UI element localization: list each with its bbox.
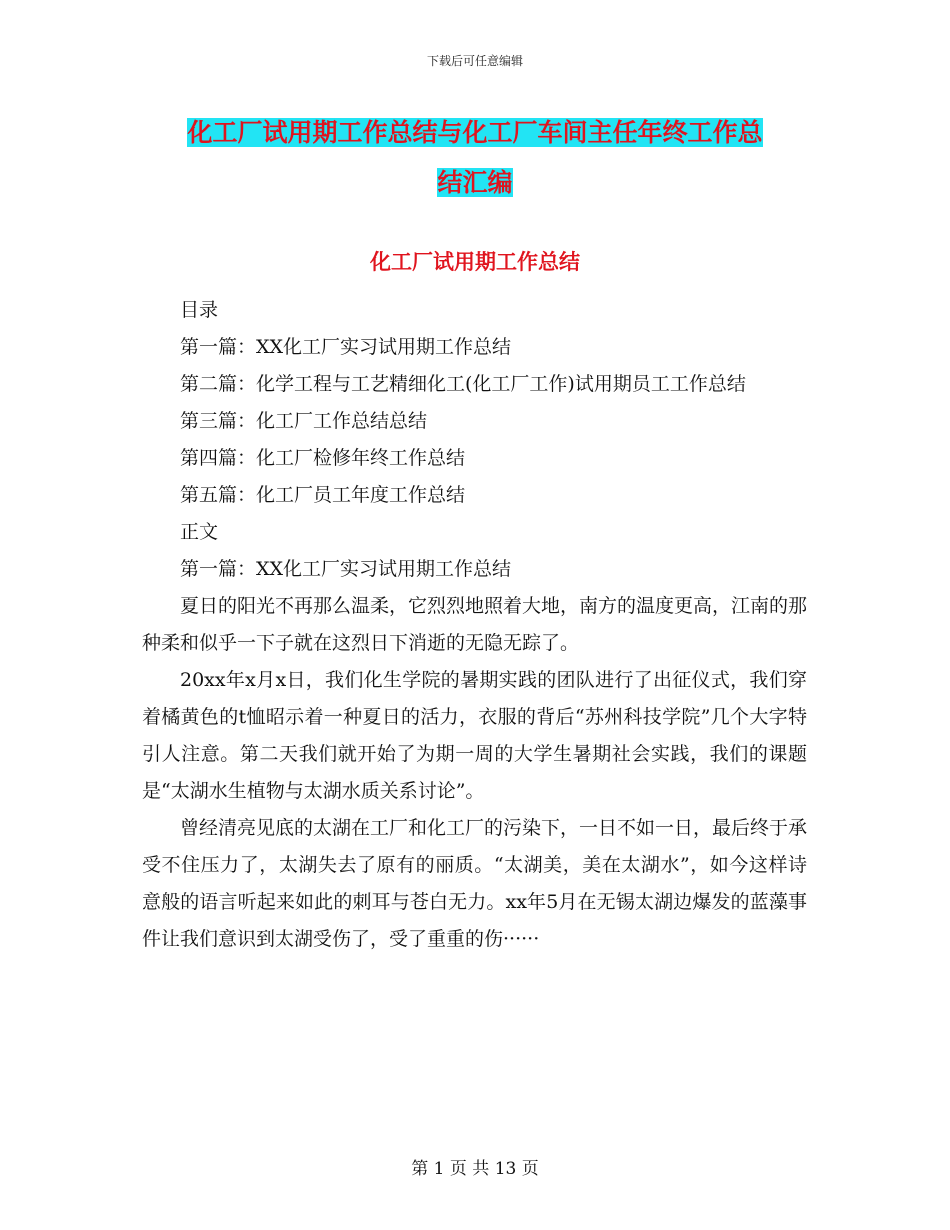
section-title: 化工厂试用期工作总结 — [370, 250, 580, 274]
document-body — [142, 292, 807, 958]
body-paragraph: 曾经清亮见底的太湖在工厂和化工厂的污染下，一日不如一日，最后终于承受不住压力了，太湖失去了原有的丽质。“太湖美，美在太湖水”，如今这样诗意般的语言听起来如此的刺耳与苍白无力。xx年5月在无锡太湖边爆发的蓝藻事件让我们意识到太湖受伤了，受了重重的伤······ — [142, 817, 808, 950]
body-paragraph: 20xx年x月x日，我们化生学院的暑期实践的团队进行了出征仪式，我们穿着橘黄色的t恤昭示着一种夏日的活力，衣服的背后“苏州科技学院”几个大字特引人注意。第二天我们就开始了为期一周的大学生暑期社会实践，我们的课题是“太湖水生植物与太湖水质关系讨论”。 — [142, 669, 807, 802]
body-paragraph: 夏日的阳光不再那么温柔，它烈烈地照着大地，南方的温度更高，江南的那种柔和似乎一下子就在这烈日下消逝的无隐无踪了。 — [142, 595, 808, 654]
chapter-1-heading: 第一篇：XX化工厂实习试用期工作总结 — [180, 558, 512, 580]
page-header-note: 下载后可任意编辑 — [426, 54, 523, 68]
document-title — [140, 108, 810, 208]
document-title-line-2: 结汇编 — [437, 168, 513, 197]
toc-item-5: 第五篇：化工厂员工年度工作总结 — [180, 484, 466, 506]
page-number-footer: 第 1 页 共 13 页 — [411, 1159, 539, 1179]
toc-item-2: 第二篇：化学工程与工艺精细化工(化工厂工作)试用期员工工作总结 — [180, 373, 746, 395]
document-title-line-1: 化工厂试用期工作总结与化工厂车间主任年终工作总 — [187, 118, 763, 147]
toc-item-3: 第三篇：化工厂工作总结总结 — [180, 410, 428, 432]
toc-heading: 目录 — [180, 299, 219, 321]
body-heading: 正文 — [180, 521, 219, 543]
toc-item-1: 第一篇：XX化工厂实习试用期工作总结 — [180, 336, 512, 358]
toc-item-4: 第四篇：化工厂检修年终工作总结 — [180, 447, 466, 469]
